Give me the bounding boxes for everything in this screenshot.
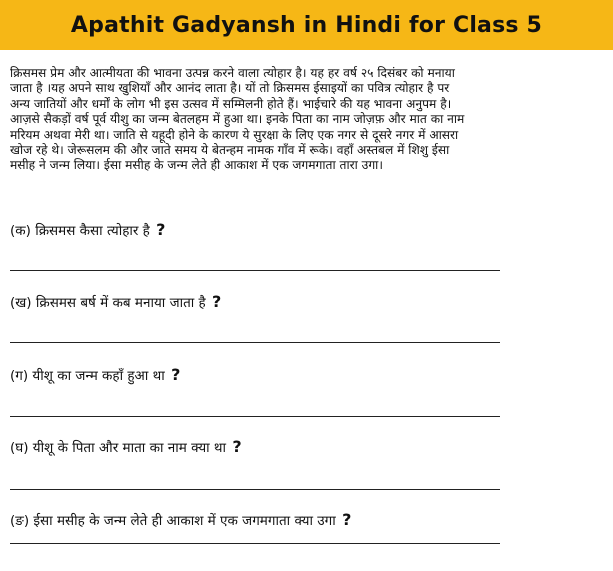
question-text: (क) क्रिसमस कैसा त्योहार है <box>10 223 150 239</box>
answer-line-4[interactable] <box>10 489 500 490</box>
passage-line: खोज रहे थे। जेरूसलम की और जाते समय ये बेतन्हम नामक गाँव में रूके। वहाँ अस्तबल में शिशु ईसा <box>10 143 450 158</box>
title-banner <box>0 0 613 50</box>
question-mark: ? <box>156 220 166 239</box>
passage-line: जाता है ।यह अपने साथ खुशियाँ और आनंद लाता है। यों तो क्रिसमस ईसाइयों का पवित्र त्योहार है पर <box>10 81 450 96</box>
question-4 <box>10 437 242 456</box>
question-text: (ङ) ईसा मसीह के जन्म लेते ही आकाश में एक जगमगाता क्या उगा <box>10 513 336 529</box>
passage-line: मसीह ने जन्म लिया। ईसा मसीह के जन्म लेते ही आकाश में एक जगमगाता तारा उगा। <box>10 158 383 173</box>
question-5 <box>10 510 351 529</box>
passage-line: मरियम अथवा मेरी था। जाति से यहूदी होने के कारण ये सुरक्षा के लिए एक नगर से दूसरे नगर में आसरा <box>10 127 459 142</box>
question-text: (घ) यीशू के पिता और माता का नाम क्या था <box>10 440 227 456</box>
passage-line: आज़से सैकड़ों वर्ष पूर्व यीशु का जन्म बेतलहम में हुआ था। इनके पिता का नाम जोज़फ़ और मात का नाम <box>10 112 465 127</box>
answer-line-1[interactable] <box>10 270 500 271</box>
question-mark: ? <box>232 437 242 456</box>
passage-line: अन्य जातियों और धर्मों के लोग भी इस उत्सव में सम्मिलनी होते हैं। भाईचारे की यह भावना अनुपम है। <box>10 96 452 111</box>
question-3 <box>10 365 180 384</box>
answer-line-3[interactable] <box>10 416 500 417</box>
question-mark: ? <box>342 510 352 529</box>
question-mark: ? <box>171 365 181 384</box>
question-text: (ग) यीशू का जन्म कहाँ हुआ था <box>10 368 165 384</box>
answer-line-2[interactable] <box>10 342 500 343</box>
passage <box>10 66 604 174</box>
question-1 <box>10 220 165 239</box>
question-mark: ? <box>212 292 222 311</box>
page-title: Apathit Gadyansh in Hindi for Class 5 <box>70 12 543 38</box>
question-2 <box>10 292 221 311</box>
question-text: (ख) क्रिसमस बर्ष में कब मनाया जाता है <box>10 295 206 311</box>
passage-line: क्रिसमस प्रेम और आत्मीयता की भावना उत्पन्न करने वाला त्योहार है। यह हर वर्ष २५ दिसंबर को मनाया <box>10 66 455 80</box>
answer-line-5[interactable] <box>10 543 500 544</box>
